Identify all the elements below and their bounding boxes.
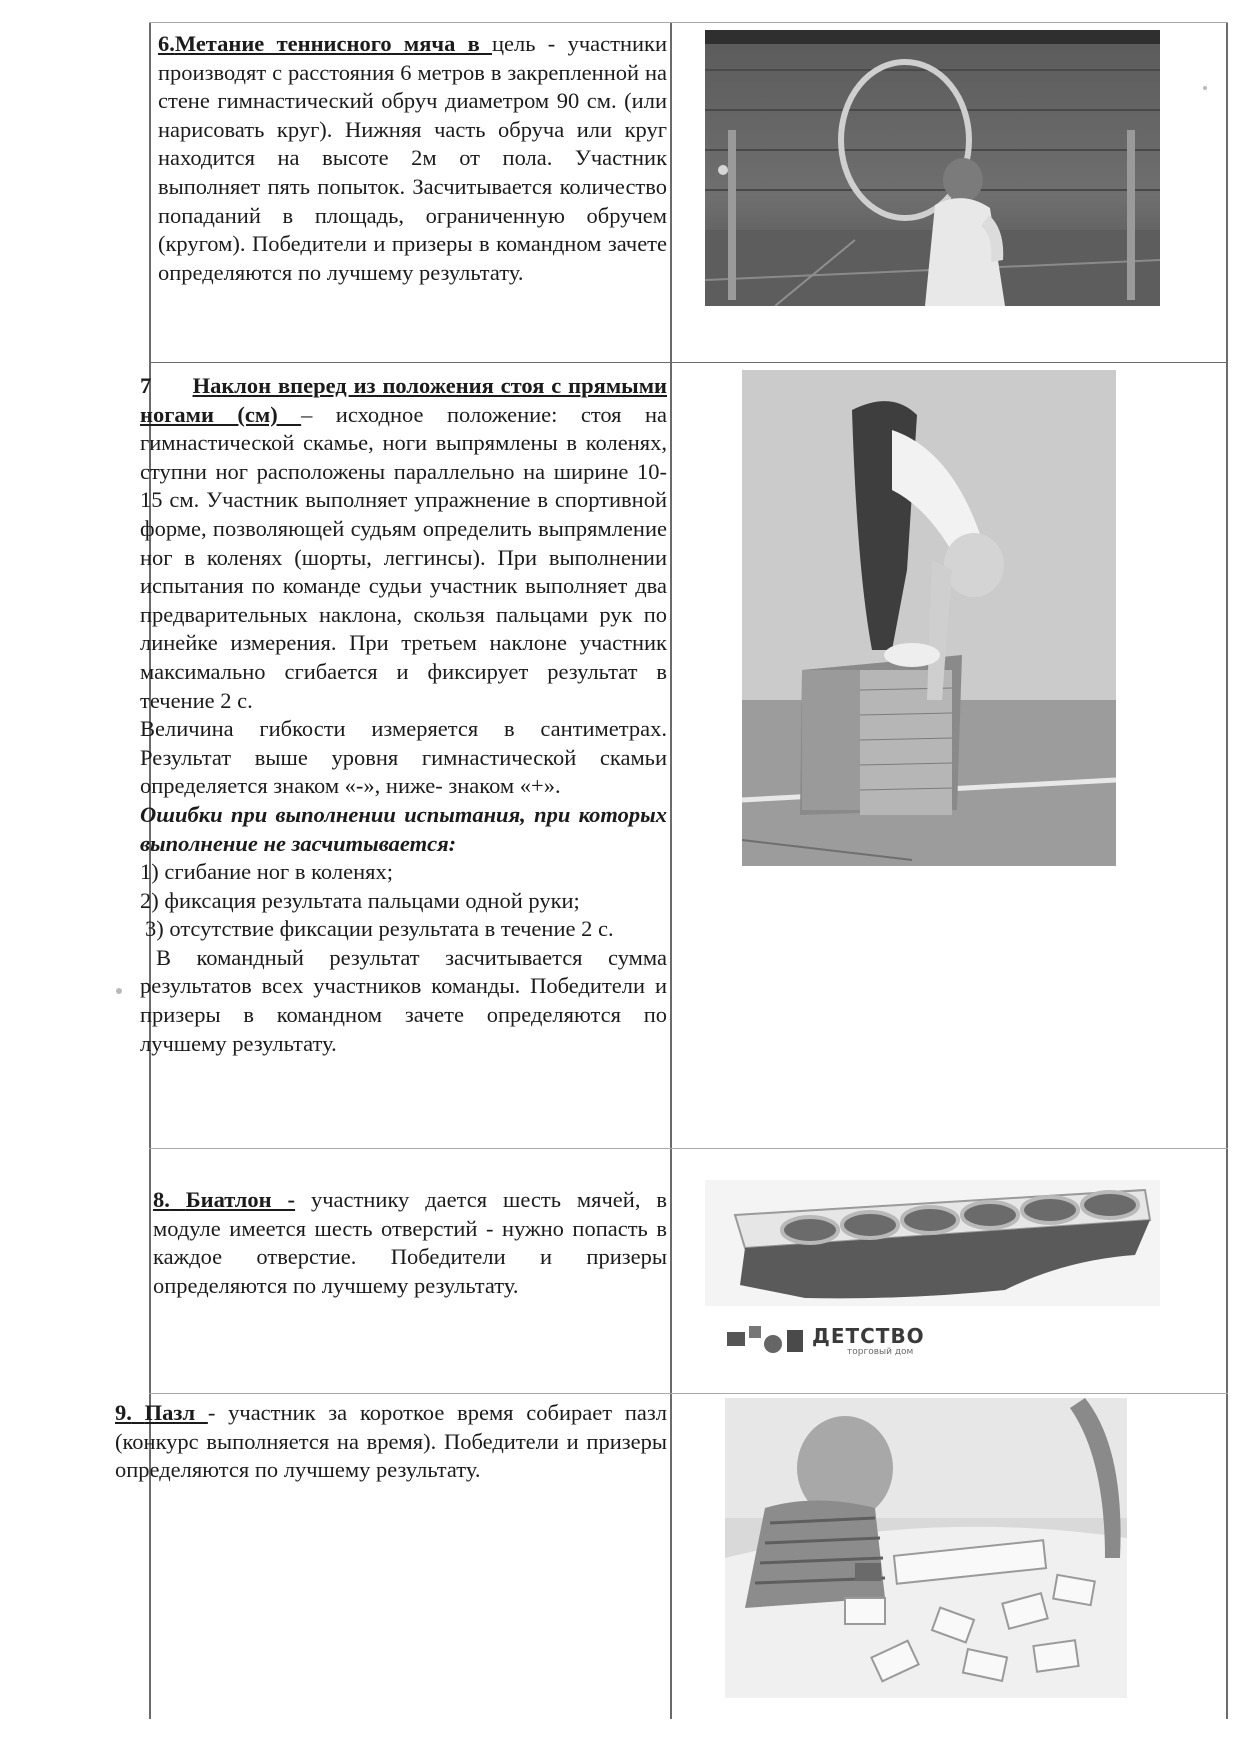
errors-title: Ошибки при выполнении испытания, при которых выполнение не засчитывается: xyxy=(140,801,667,856)
row-divider-1 xyxy=(149,362,1228,363)
logo-subtext: торговый дом xyxy=(847,1347,914,1357)
table-center-divider xyxy=(670,22,672,1719)
item-8-text xyxy=(153,1186,667,1300)
photo-biathlon-module xyxy=(705,1180,1160,1306)
error-item: 3) отсутствие фиксации результата в течение 2 с. xyxy=(145,916,614,942)
item-9-text xyxy=(115,1399,667,1485)
item-description: – исходное положение: стоя на гимнастической скамье, ноги выпрямлены в коленях, ступни ног расположены параллельно на ширине 10-15 см. Участник выполняет упражнение в спортивной форме, позволяющей судьям определить выпрямление ног в коленях (шорты, леггинсы). При выполнении испытания по команде судьи участник выполняет два предварительных наклона, скользя пальцами рук по линейке измерения. При третьем наклоне участник максимально сгибается и фиксирует результат в течение 2 с. xyxy=(140,401,667,713)
row-divider-3 xyxy=(149,1393,1228,1394)
item-title-spacer xyxy=(170,1187,186,1212)
item-number: 7 xyxy=(140,373,152,398)
item-title-spacer xyxy=(132,1400,145,1425)
brand-logo xyxy=(725,1324,985,1358)
item-7-text xyxy=(140,372,667,1058)
team-result: В командный результат засчитывается сумма результатов всех участников команды. Победители и призеры в командном зачете определяются по лучшему результату. xyxy=(140,944,667,1056)
item-number: 6. xyxy=(158,31,175,56)
item-description: цель - участники производят с расстояния 6 метров в закрепленной на стене гимнастический обруч диаметром 90 см. (или нарисовать круг). Нижняя часть обруча или круг находится на высоте 2м от пола. Участник выполняет пять попыток. Засчитывается количество попаданий в площадь, ограниченную обручем (кругом). Победители и призеры в командном зачете определяются по лучшему результату. xyxy=(158,31,667,285)
photo-puzzle xyxy=(725,1398,1127,1698)
item-title: Биатлон - xyxy=(185,1187,296,1212)
logo-blocks-icon xyxy=(725,1324,805,1358)
item-description: участнику дается шесть мячей, в модуле имеется шесть отверстий - нужно попасть в каждое отверстие. Победители и призеры определяются по лучшему результату. xyxy=(153,1187,667,1298)
photo-bend-forward xyxy=(742,370,1116,866)
measure-text: Величина гибкости измеряется в сантиметрах. Результат выше уровня гимнастической скамьи определяется знаком «-», ниже- знаком «+». xyxy=(140,716,667,799)
scan-speck xyxy=(1203,86,1207,90)
item-title: Пазл xyxy=(144,1400,208,1425)
table-top-border xyxy=(149,22,1228,23)
logo-text: ДЕТСТВО xyxy=(812,1324,925,1348)
scan-speck xyxy=(116,988,122,994)
item-description: - участник за короткое время собирает пазл (конкурс выполняется на время). Победители и призеры определяются по лучшему результату. xyxy=(115,1400,668,1483)
item-title: Метание теннисного мяча в xyxy=(174,31,493,56)
photo-throw-hoop xyxy=(705,30,1160,306)
table-right-border xyxy=(1226,22,1228,1719)
item-title: Наклон вперед из положения стоя с прямыми ногами (см) xyxy=(140,373,668,427)
item-number: 9. xyxy=(115,1400,132,1425)
error-item: 1) сгибание ног в коленях; xyxy=(140,859,393,885)
error-item: 2) фиксация результата пальцами одной руки; xyxy=(140,887,580,913)
item-6-text xyxy=(130,30,667,287)
row-divider-2 xyxy=(149,1148,1228,1149)
item-number: 8. xyxy=(153,1187,170,1212)
